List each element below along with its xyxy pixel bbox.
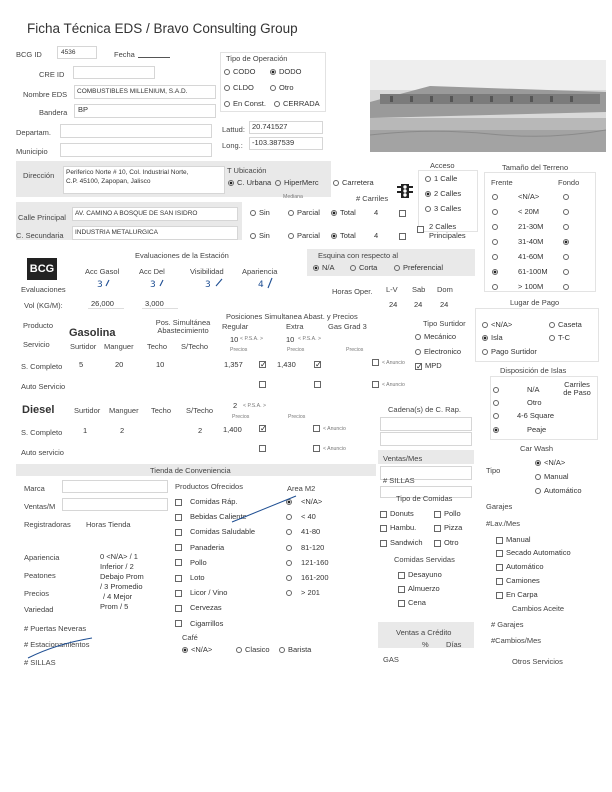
radio-dodo[interactable]: DODO — [270, 67, 302, 76]
gas-techo-value: 10 — [156, 360, 165, 369]
diesel-precios-label-2: Precios — [288, 414, 306, 420]
radio-fondo-4[interactable] — [563, 252, 572, 261]
radio-pago-na[interactable]: <N/A> — [482, 320, 512, 329]
radio-fondo-2[interactable] — [563, 222, 572, 231]
radio-2-calles[interactable]: 2 Calles — [425, 189, 461, 198]
check-auto-regular[interactable] — [259, 379, 269, 388]
islas-na-label: N/A — [527, 385, 540, 394]
carriles-value-1: 4 — [374, 208, 379, 217]
diesel-col-surtidor: Surtidor — [74, 406, 101, 415]
horas-dom-value: 24 — [440, 300, 449, 309]
radio-carwash-na[interactable]: <N/A> — [535, 458, 565, 467]
cadena-field-1[interactable] — [380, 417, 472, 431]
nombre-eds-field[interactable]: COMBUSTIBLES MILLENIUM, S.A.D. — [74, 85, 216, 99]
radio-cafe-na[interactable]: <N/A> — [182, 645, 212, 654]
radio-area-0[interactable]: <N/A> — [286, 497, 322, 506]
lugar-pago-title: Lugar de Pago — [510, 298, 560, 307]
radio-area-5[interactable]: 161-200 — [286, 573, 329, 582]
diesel-precio-value: 1,400 — [223, 425, 242, 434]
check-camiones[interactable]: Camiones — [496, 576, 540, 585]
long-label: Long.: — [222, 141, 243, 150]
diesel-col-manguer: Manguer — [109, 406, 139, 415]
radio-cerrada[interactable]: CERRADA — [274, 99, 320, 108]
check-2-calles-principales[interactable] — [417, 224, 427, 233]
radio-area-2[interactable]: 41-80 — [286, 527, 320, 536]
radio-cafe-clasico[interactable]: Clasico — [236, 645, 270, 654]
diesel-precios-label: Precios — [232, 414, 250, 420]
radio-esquina-preferencial[interactable]: Preferencial — [394, 263, 443, 272]
radio-en-const[interactable]: En Const. — [224, 99, 266, 108]
check-en-carpa[interactable]: En Carpa — [496, 590, 538, 599]
nombre-eds-label: Nombre EDS — [23, 90, 68, 99]
handwritten-underline — [26, 636, 96, 660]
eval-col-apariencia: Apariencia — [242, 267, 278, 276]
fecha-label: Fecha — [114, 50, 135, 59]
cambios-aceite-label: Cambios Aceite — [512, 604, 565, 613]
radio-3-calles[interactable]: 3 Calles — [425, 204, 461, 213]
gas-grad-label: Gas Grad 3 — [328, 322, 367, 331]
radio-area-6[interactable]: > 201 — [286, 588, 320, 597]
carriles-paso-label: Carriles de Paso — [563, 380, 591, 397]
check-extra[interactable] — [314, 359, 324, 368]
cambios-mes-label: #Cambios/Mes — [491, 636, 542, 645]
diesel-auto-label: Auto servicio — [21, 448, 64, 457]
check-producto-8[interactable]: Cigarrillos — [175, 619, 223, 628]
tamano-row-label: <N/A> — [518, 192, 540, 201]
radio-area-1[interactable]: < 40 — [286, 512, 316, 521]
credito-dias-label: Días — [446, 640, 462, 649]
fondo-label: Fondo — [558, 178, 580, 187]
gas-col-manguer: Manguer — [104, 342, 134, 351]
tamano-row-label: 61-100M — [518, 267, 548, 276]
islas-otro-label: Otro — [527, 398, 542, 407]
diesel-surtidor-value: 1 — [83, 426, 88, 435]
horas-sab-value: 24 — [414, 300, 423, 309]
eval-col-acc-gasol: Acc Gasol — [85, 267, 120, 276]
radio-sin-2[interactable]: Sin — [250, 231, 270, 240]
tienda-sillas-label: # SILLAS — [24, 658, 56, 667]
cadena-field-2[interactable] — [380, 432, 472, 446]
radio-carretera[interactable]: Carretera — [333, 178, 374, 187]
radio-cldo[interactable]: CLDO — [224, 83, 254, 92]
check-producto-0[interactable]: Comidas Ráp. — [175, 497, 238, 506]
gas-label: GAS — [383, 655, 399, 664]
tipo-operacion-title: Tipo de Operación — [226, 54, 288, 63]
radio-esquina-corta[interactable]: Corta — [350, 263, 377, 272]
radio-codo[interactable]: CODO — [224, 67, 256, 76]
islas-peaje-label: Peaje — [527, 425, 547, 434]
gas-col-techo: Techo — [147, 342, 168, 351]
gasolina-label: Gasolina — [69, 327, 116, 339]
carwash-title: Car Wash — [520, 444, 554, 453]
calle-secundaria-label: C. Secundaria — [16, 231, 64, 240]
otros-servicios-label: Otros Servicios — [512, 657, 563, 666]
extra-label: Extra — [286, 322, 304, 331]
estacionamientos-label: # Estacionamientos — [24, 640, 90, 649]
carriles-value-2: 4 — [374, 231, 379, 240]
tamano-row-label: 21-30M — [518, 222, 544, 231]
rating-opt-3: / 3 Promedio — [100, 582, 143, 591]
gas-surtidor-value: 5 — [79, 360, 84, 369]
radio-carwash-automatico[interactable]: Automático — [535, 486, 582, 495]
check-diesel-anuncio[interactable]: < Anuncio — [313, 423, 346, 432]
bcg-id-field[interactable]: 4536 — [57, 46, 97, 59]
radio-parcial-2[interactable]: Parcial — [288, 231, 320, 240]
productos-title: Productos Ofrecidos — [175, 482, 243, 491]
precios-tienda-label: Precios — [24, 589, 50, 598]
check-producto-2[interactable]: Comidas Saludable — [175, 527, 255, 536]
radio-pago-surtidor[interactable]: Pago Surtidor — [482, 347, 537, 356]
evaluaciones-label: Evaluaciones — [21, 285, 66, 294]
posiciones-title: Posiciones Simultanea Abast. y Precios — [226, 312, 358, 321]
registradoras-label: Registradoras — [24, 520, 71, 529]
radio-islas-peaje[interactable] — [493, 425, 502, 434]
radio-electronico[interactable]: Electronico — [415, 347, 461, 356]
direccion-field[interactable]: Periferico Norte # 10, Col. Industrial Norte, C.P. 45100, Zapopan, Jalisco — [63, 166, 225, 194]
precio-regular-value: 1,357 — [224, 360, 243, 369]
radio-sin-1[interactable]: Sin — [250, 208, 270, 217]
precio-extra-value: 1,430 — [277, 360, 296, 369]
check-garaje-manual[interactable]: Manual — [496, 535, 531, 544]
check-sandwich[interactable]: Sandwich — [380, 538, 423, 547]
radio-frente-3[interactable] — [492, 237, 501, 246]
radio-fondo-1[interactable] — [563, 207, 572, 216]
ventas-m-field[interactable] — [62, 498, 168, 511]
apariencia-label: Apariencia — [24, 553, 60, 562]
eval-visibilidad-value: 3 — [205, 280, 211, 290]
islas-square-label: 4-6 Square — [517, 411, 555, 420]
bandera-label: Bandera — [39, 108, 68, 117]
radio-frente-4[interactable] — [492, 252, 501, 261]
num-garajes-label: # Garajes — [491, 620, 524, 629]
check-diesel[interactable] — [259, 423, 269, 432]
bcg-id-label: BCG ID — [16, 50, 42, 59]
check-hambu[interactable]: Hambu. — [380, 523, 416, 532]
eval-apariencia-value: 4 — [258, 280, 264, 290]
regular-psa-label: < P.S.A. > — [240, 336, 263, 342]
calle-principal-field[interactable]: AV. CAMINO A BOSQUE DE SAN ISIDRO — [72, 207, 238, 221]
radio-otro[interactable]: Otro — [270, 83, 294, 92]
esquina-title: Esquina con respecto al — [318, 251, 399, 260]
radio-pago-tc[interactable]: T-C — [549, 333, 570, 342]
garajes-label: Garajes — [486, 502, 513, 511]
radio-cafe-barista[interactable]: Barista — [279, 645, 311, 654]
radio-frente-6[interactable] — [492, 282, 501, 291]
station-photo — [370, 60, 606, 152]
mediana-label: Mediana — [283, 194, 303, 200]
precios-label-ext: Precios — [287, 347, 305, 353]
radio-esquina-na[interactable]: N/A — [313, 263, 335, 272]
tienda-title: Tienda de Conveniencia — [150, 466, 231, 475]
radio-hipermerc[interactable]: HiperMerc — [275, 178, 319, 187]
extra-pos-value: 10 — [286, 335, 295, 344]
ventas-m-label: Ventas/M — [24, 502, 56, 511]
check-producto-1[interactable]: Bebidas Caliente — [175, 512, 247, 521]
lattud-label: Lattud: — [222, 125, 245, 134]
rating-opt-4: / 4 Mejor — [103, 592, 133, 601]
credito-pct-label: % — [422, 640, 429, 649]
acceso-title: Acceso — [430, 161, 455, 170]
regular-pos-value: 10 — [230, 335, 239, 344]
evaluaciones-title: Evaluaciones de la Estación — [135, 251, 229, 260]
bandera-field[interactable]: BP — [74, 104, 216, 118]
horas-tienda-label: Horas Tienda — [86, 520, 131, 529]
islas-title: Disposición de Islas — [500, 366, 567, 375]
rating-opt-1: Inferior / 2 — [100, 562, 134, 571]
check-anuncio-gas[interactable]: < Anuncio — [372, 357, 405, 366]
check-carriles-1[interactable] — [399, 208, 409, 217]
radio-total-1[interactable]: Total — [331, 208, 356, 217]
lattud-field[interactable]: 20.741527 — [249, 121, 323, 134]
puertas-neveras-label: # Puertas Neveras — [24, 624, 87, 633]
gas-col-stecho: S/Techo — [181, 342, 209, 351]
cre-id-label: CRE ID — [39, 70, 65, 79]
check-pollo-comida[interactable]: Pollo — [434, 509, 461, 518]
departam-label: Departam. — [16, 128, 52, 137]
cadena-sillas-label: # SILLAS — [383, 476, 415, 485]
check-desayuno[interactable]: Desayuno — [398, 570, 442, 579]
handwritten-check-marks — [104, 276, 274, 292]
tipo-comidas-title: Tipo de Comidas — [396, 494, 453, 503]
carriles-label: # Carriles — [356, 194, 389, 203]
handwritten-stroke — [230, 494, 300, 524]
radio-islas-square[interactable] — [493, 411, 502, 420]
check-secado[interactable]: Secado Automatico — [496, 548, 571, 557]
check-producto-6[interactable]: Licor / Vino — [175, 588, 227, 597]
radio-fondo-3[interactable] — [563, 237, 572, 246]
tamano-row-label: 31-40M — [518, 237, 544, 246]
vol-label: Vol (KG/M): — [24, 301, 63, 310]
municipio-label: Municipio — [16, 147, 48, 156]
horas-col-sab: Sab — [412, 285, 426, 294]
lav-mes-label: #Lav./Mes — [486, 519, 521, 528]
check-cena[interactable]: Cena — [398, 598, 426, 607]
gas-scompleto-label: S. Completo — [21, 362, 63, 371]
variedad-label: Variedad — [24, 605, 54, 614]
calle-principal-label: Calle Principal — [18, 213, 66, 222]
diesel-col-techo: Techo — [151, 406, 172, 415]
peatones-label: Peatones — [24, 571, 56, 580]
check-diesel-auto[interactable] — [259, 443, 269, 452]
radio-mecanico[interactable]: Mecánico — [415, 332, 456, 341]
check-carriles-2[interactable] — [399, 231, 409, 240]
check-producto-5[interactable]: Loto — [175, 573, 205, 582]
precios-label-reg: Precios — [230, 347, 248, 353]
radio-area-3[interactable]: 81-120 — [286, 543, 324, 552]
radio-frente-0[interactable] — [492, 192, 501, 201]
check-auto-extra[interactable] — [314, 379, 324, 388]
vol-diesel-line — [142, 308, 178, 309]
page-title: Ficha Técnica EDS / Bravo Consulting Group — [27, 21, 298, 36]
check-producto-7[interactable]: Cervezas — [175, 603, 222, 612]
eval-col-visibilidad: Visibilidad — [190, 267, 224, 276]
radio-frente-2[interactable] — [492, 222, 501, 231]
horas-col-lv: L-V — [386, 285, 398, 294]
ventas-mes-label: Ventas/Mes — [383, 454, 423, 463]
radio-area-4[interactable]: 121-160 — [286, 558, 329, 567]
check-producto-4[interactable]: Pollo — [175, 558, 207, 567]
regular-label: Regular — [222, 322, 249, 331]
gas-auto-label: Auto Servicio — [21, 382, 66, 391]
extra-psa-label: < P.S.A. > — [298, 336, 321, 342]
gas-manguer-value: 20 — [115, 360, 124, 369]
check-pizza[interactable]: Pizza — [434, 523, 462, 532]
diesel-manguer-value: 2 — [120, 426, 125, 435]
direccion-label: Dirección — [23, 171, 55, 180]
ubicacion-title: T Ubicación — [227, 166, 267, 175]
tipo-surtidor-title: Tipo Surtidor — [423, 319, 466, 328]
traffic-light-icon — [397, 183, 413, 203]
fecha-field[interactable] — [138, 57, 170, 58]
check-donuts[interactable]: Donuts — [380, 509, 414, 518]
radio-pago-isla[interactable]: Isla — [482, 333, 503, 342]
rating-opt-2: Debajo Prom — [100, 572, 144, 581]
check-garaje-automatico[interactable]: Automático — [496, 562, 544, 571]
area-title: Area M2 — [287, 484, 316, 493]
cafe-label: Café — [182, 633, 198, 642]
horas-lv-value: 24 — [389, 300, 398, 309]
frente-label: Frente — [491, 178, 513, 187]
radio-fondo-6[interactable] — [563, 282, 572, 291]
radio-frente-1[interactable] — [492, 207, 501, 216]
radio-c-urbana[interactable]: C. Urbana — [228, 178, 271, 187]
check-almuerzo[interactable]: Almuerzo — [398, 584, 440, 593]
radio-total-2[interactable]: Total — [331, 231, 356, 240]
radio-1-calle[interactable]: 1 Calle — [425, 174, 457, 183]
radio-parcial-1[interactable]: Parcial — [288, 208, 320, 217]
marca-label: Marca — [24, 484, 45, 493]
credito-label: Ventas a Crédito — [396, 628, 452, 637]
vol-diesel-value: 3,000 — [145, 299, 164, 308]
eval-acc-gasol-value: 3 — [97, 280, 103, 290]
radio-frente-5[interactable] — [492, 267, 501, 276]
municipio-field[interactable] — [60, 143, 212, 157]
rating-opt-5: Prom / 5 — [100, 602, 129, 611]
tamano-row-label: 41-60M — [518, 252, 544, 261]
radio-islas-na[interactable] — [493, 385, 502, 394]
diesel-psa-label: < P.S.A. > — [243, 403, 266, 409]
diesel-pos-value: 2 — [233, 401, 238, 410]
eval-acc-del-value: 3 — [150, 280, 156, 290]
precios-label-grad: Precios — [346, 347, 364, 353]
check-mpd[interactable]: ✓MPD — [415, 361, 442, 370]
diesel-label: Diesel — [22, 404, 55, 416]
tamano-title: Tamaño del Terreno — [502, 163, 569, 172]
long-field[interactable]: -103.387539 — [249, 137, 323, 150]
producto-label: Producto — [23, 321, 54, 330]
calle-secundaria-field[interactable]: INDUSTRIA METALURGICA — [72, 226, 238, 240]
cadena-title: Cadena(s) de C. Rap. — [388, 405, 461, 414]
comidas-servidas-title: Comidas Servidas — [394, 555, 455, 564]
check-anuncio-auto[interactable]: < Anuncio — [372, 379, 405, 388]
radio-pago-caseta[interactable]: Caseta — [549, 320, 582, 329]
marca-field[interactable] — [62, 480, 168, 493]
diesel-col-stecho: S/Techo — [186, 406, 214, 415]
tamano-row-label: < 20M — [518, 207, 540, 216]
pos-simultanea-title: Pos. Simultánea Abastecimiento — [155, 318, 211, 335]
check-producto-3[interactable]: Panaderia — [175, 543, 224, 552]
radio-carwash-manual[interactable]: Manual — [535, 472, 569, 481]
vol-gasolina-line — [88, 308, 124, 309]
radio-fondo-5[interactable] — [563, 267, 572, 276]
diesel-scompleto-label: S. Completo — [21, 428, 63, 437]
tamano-row-label: > 100M — [518, 282, 544, 291]
rating-opt-0: 0 <N/A> / 1 — [100, 552, 138, 561]
carwash-tipo-label: Tipo — [486, 466, 501, 475]
departam-field[interactable] — [60, 124, 212, 138]
eval-col-acc-del: Acc Del — [139, 267, 165, 276]
2-calles-principales-label: 2 Calles Principales — [429, 222, 466, 240]
diesel-stecho-value: 2 — [198, 426, 203, 435]
horas-col-dom: Dom — [437, 285, 453, 294]
radio-islas-otro[interactable] — [493, 398, 502, 407]
gas-col-surtidor: Surtidor — [70, 342, 97, 351]
bcg-logo: BCG — [27, 258, 57, 280]
cre-id-field[interactable] — [73, 66, 155, 79]
radio-fondo-0[interactable] — [563, 192, 572, 201]
horas-oper-label: Horas Oper. — [332, 287, 373, 296]
check-otro-comida[interactable]: Otro — [434, 538, 459, 547]
check-regular[interactable] — [259, 359, 269, 368]
servicio-label: Servicio — [23, 340, 50, 349]
vol-gasolina-value: 26,000 — [91, 299, 114, 308]
check-diesel-auto-anuncio[interactable]: < Anuncio — [313, 443, 346, 452]
